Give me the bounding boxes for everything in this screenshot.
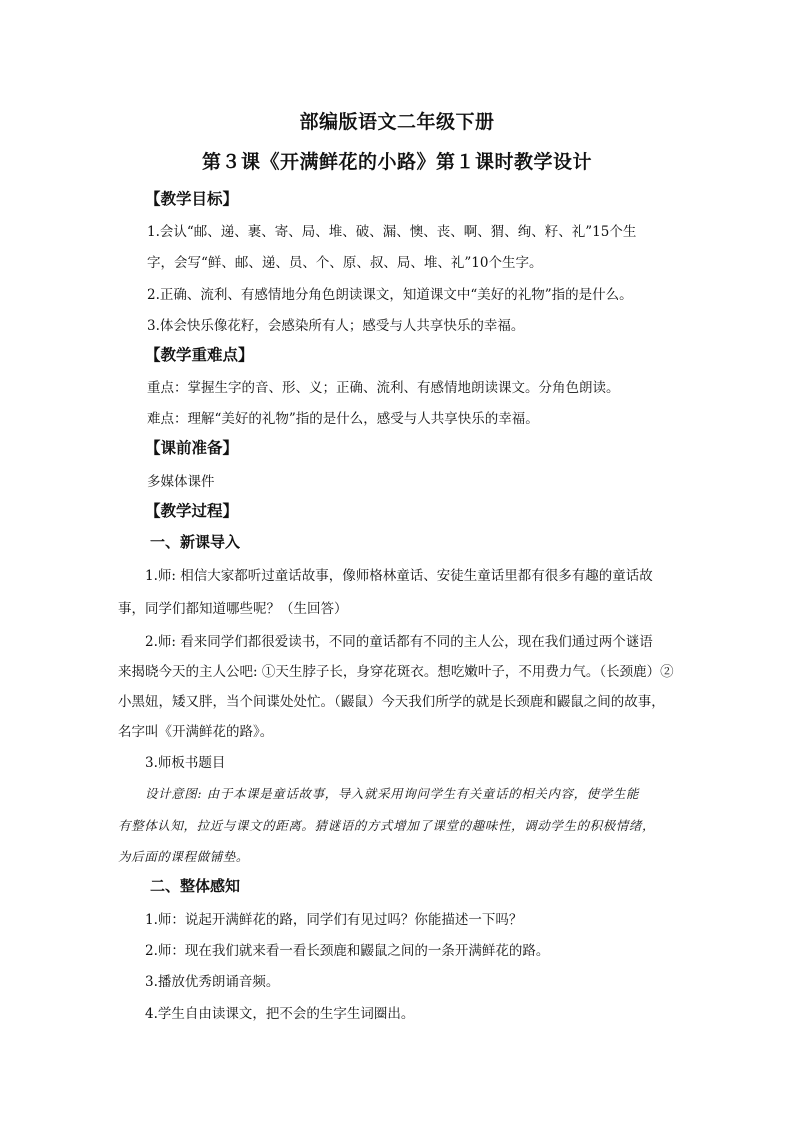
preparation-heading: 【课前准备】 [145,438,239,457]
part2-heading: 二、整体感知 [150,877,241,895]
design-note-line: 为后面的课程做铺垫。 [118,849,250,864]
part2-line: 4.学生自由读课文，把不会的生字生词圈出。 [145,1006,415,1022]
part1-heading: 一、新课导入 [150,533,241,551]
part1-line: 1.师: 相信大家都听过童话故事，像师格林童话、安徒生童话里都有很多有趣的童话故 [145,568,653,584]
objectives-line: 1.会认“邮、递、裹、寄、局、堆、破、漏、懊、丧、啊、猬、绚、籽、礼”15个生 [147,224,637,240]
design-note-line: 有整体认知，拉近与课文的距离。猜谜语的方式增加了课堂的趣味性，调动学生的积极情绪， [118,818,656,833]
part2-line: 1.师：说起开满鲜花的路，同学们有见过吗？你能描述一下吗？ [145,912,523,928]
objectives-line: 2.正确、流利、有感情地分角色朗读课文，知道课文中“美好的礼物”指的是什么。 [147,287,633,303]
key-points-heading: 【教学重难点】 [145,345,254,364]
difficult-point-line: 难点：理解“美好的礼物”指的是什么，感受与人共享快乐的幸福。 [147,411,539,427]
process-heading: 【教学过程】 [145,501,239,520]
part1-line: 名字叫《开满鲜花的路》。 [118,724,274,740]
part1-line: 2.师: 看来同学们都很爱读书，不同的童话都有不同的主人公，现在我们通过两个谜语 [145,634,653,650]
preparation-line: 多媒体课件 [147,474,215,490]
objectives-line: 字，会写“鲜、邮、递、员、个、原、叔、局、堆、礼”10个生字。 [147,255,543,271]
part2-line: 2.师：现在我们就来看一看长颈鹿和鼹鼠之间的一条开满鲜花的路。 [145,943,550,959]
part1-line: 小黑妞，矮又胖，当个间谍处处忙。（鼹鼠）今天我们所学的就是长颈鹿和鼹鼠之间的故事， [118,694,665,710]
part2-line: 3.播放优秀朗诵音频。 [145,974,280,990]
objectives-heading: 【教学目标】 [145,189,239,208]
document-title: 部编版语文二年级下册 [299,111,495,133]
part1-line: 事，同学们都知道哪些呢？（生回答） [118,601,348,617]
lesson-title: 第３课《开满鲜花的小路》第１课时教学设计 [201,151,592,173]
key-point-line: 重点：掌握生字的音、形、义；正确、流利、有感情地朗读课文。分角色朗读。 [147,380,620,396]
part1-line: 来揭晓今天的主人公吧: ①天生脖子长，身穿花斑衣。想吃嫩叶子，不用费力气。（长颈鹿）② [118,664,674,680]
part1-line: 3.师板书题目 [145,755,226,771]
objectives-line: 3.体会快乐像花籽，会感染所有人；感受与人共享快乐的幸福。 [147,318,525,334]
design-note-line: 设计意图: 由于本课是童话故事，导入就采用询问学生有关童话的相关内容，使学生能 [145,786,640,801]
